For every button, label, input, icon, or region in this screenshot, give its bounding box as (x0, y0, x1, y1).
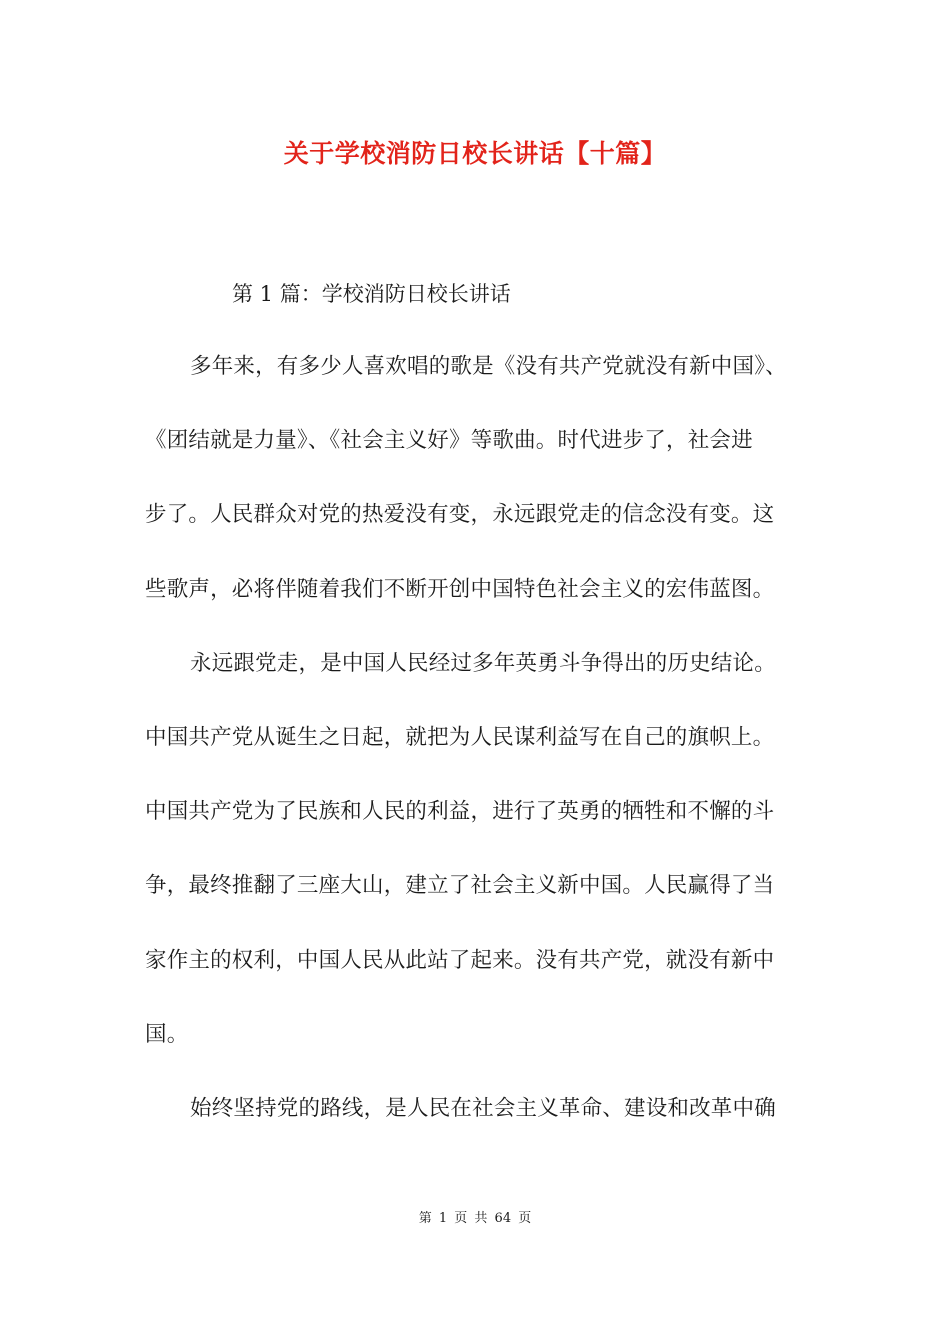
body-line: 家作主的权利，中国人民从此站了起来。没有共产党，就没有新中 (145, 947, 775, 973)
page-footer: 第 1 页 共 64 页 (418, 1211, 532, 1226)
body-line: 国。 (145, 1021, 189, 1047)
body-line: 中国共产党从诞生之日起，就把为人民谋利益写在自己的旗帜上。 (145, 724, 775, 750)
body-line: 些歌声，必将伴随着我们不断开创中国特色社会主义的宏伟蓝图。 (145, 576, 775, 602)
section-heading: 第 1 篇：学校消防日校长讲话 (232, 282, 511, 306)
body-line: 中国共产党为了民族和人民的利益，进行了英勇的牺牲和不懈的斗 (145, 799, 775, 825)
body-line: 《团结就是力量》、《社会主义好》等歌曲。时代进步了，社会进 (145, 428, 753, 454)
body-line: 永远跟党走，是中国人民经过多年英勇斗争得出的历史结论。 (190, 650, 776, 676)
document-title: 关于学校消防日校长讲话【十篇】 (283, 139, 667, 168)
body-line: 争，最终推翻了三座大山，建立了社会主义新中国。人民赢得了当 (145, 873, 775, 899)
body-line: 步了。人民群众对党的热爱没有变，永远跟党走的信念没有变。这 (145, 502, 775, 528)
body-line: 始终坚持党的路线，是人民在社会主义革命、建设和改革中确 (190, 1095, 776, 1121)
body-text (145, 346, 807, 1162)
body-line: 多年来，有多少人喜欢唱的歌是《没有共产党就没有新中国》、 (190, 354, 787, 379)
